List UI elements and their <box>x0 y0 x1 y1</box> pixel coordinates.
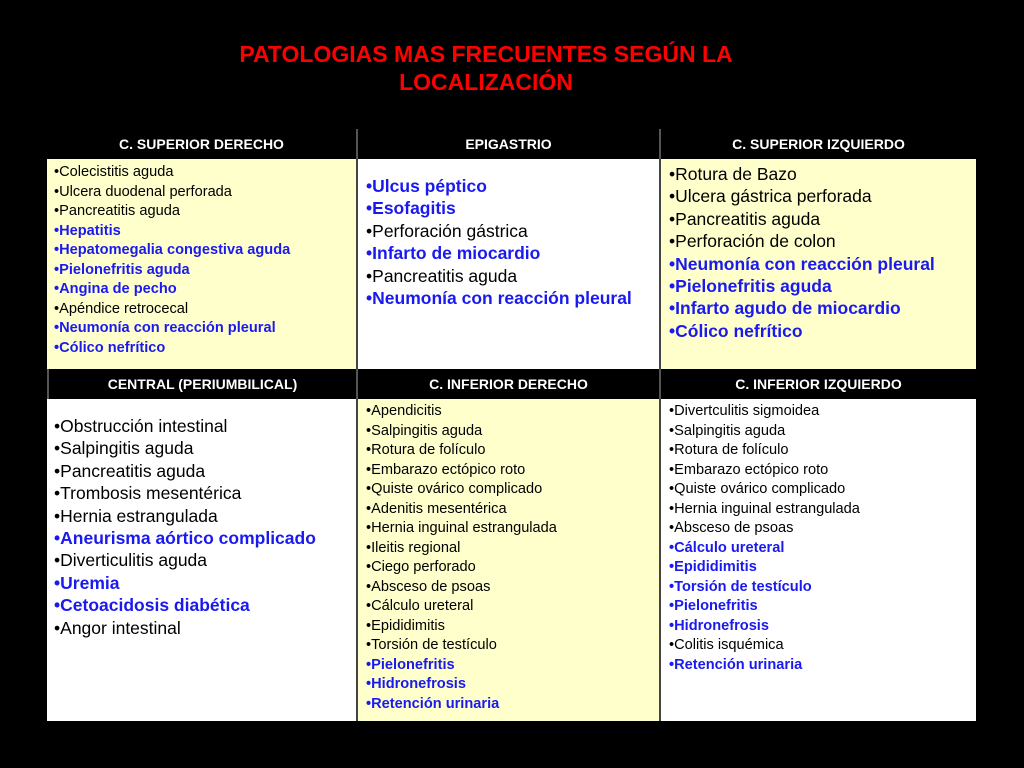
list-epigastrio <box>366 175 653 309</box>
list-central-periumbilical <box>54 415 350 639</box>
list-item: • Embarazo ectópico roto <box>669 461 970 481</box>
list-item: • Salpingitis aguda <box>366 422 653 442</box>
list-inferior-derecho <box>366 402 653 714</box>
list-item: • Esofagitis <box>366 197 653 219</box>
list-item: • Retención urinaria <box>669 656 970 676</box>
cell-inferior-derecho <box>356 399 659 721</box>
list-item: • Salpingitis aguda <box>669 422 970 442</box>
pathology-table <box>47 129 976 721</box>
list-item: • Torsión de testículo <box>669 578 970 598</box>
list-item: • Hernia inguinal estrangulada <box>669 500 970 520</box>
list-item: • Salpingitis aguda <box>54 437 350 459</box>
list-item: • Cálculo ureteral <box>669 539 970 559</box>
list-item: • Hepatomegalia congestiva aguda <box>54 241 350 261</box>
list-item: • Rotura de folículo <box>669 441 970 461</box>
header-inferior-izquierdo: C. INFERIOR IZQUIERDO <box>659 369 976 399</box>
list-item: • Hidronefrosis <box>366 675 653 695</box>
list-item: • Perforación gástrica <box>366 220 653 242</box>
list-item: • Ulcera duodenal perforada <box>54 183 350 203</box>
list-item: • Perforación de colon <box>669 230 970 252</box>
list-item: • Divertculitis sigmoidea <box>669 402 970 422</box>
list-item: • Uremia <box>54 572 350 594</box>
list-item: • Colecistitis aguda <box>54 163 350 183</box>
list-item: • Cólico nefrítico <box>54 339 350 359</box>
header-superior-derecho: C. SUPERIOR DERECHO <box>47 129 356 159</box>
list-item: • Rotura de Bazo <box>669 163 970 185</box>
list-inferior-izquierdo <box>669 402 970 675</box>
list-item: • Absceso de psoas <box>669 519 970 539</box>
header-epigastrio: EPIGASTRIO <box>356 129 659 159</box>
list-item: • Absceso de psoas <box>366 578 653 598</box>
list-item: • Rotura de folículo <box>366 441 653 461</box>
list-item: • Hidronefrosis <box>669 617 970 637</box>
list-item: • Infarto de miocardio <box>366 242 653 264</box>
list-item: • Pielonefritis <box>669 597 970 617</box>
list-item: • Colitis isquémica <box>669 636 970 656</box>
list-item: • Cálculo ureteral <box>366 597 653 617</box>
list-item: • Quiste ovárico complicado <box>669 480 970 500</box>
cell-central-periumbilical <box>47 399 356 721</box>
list-item: • Pielonefritis <box>366 656 653 676</box>
cell-superior-derecho <box>47 159 356 369</box>
list-item: • Hepatitis <box>54 222 350 242</box>
list-item: • Adenitis mesentérica <box>366 500 653 520</box>
list-item: • Pancreatitis aguda <box>54 460 350 482</box>
list-item: • Cólico nefrítico <box>669 320 970 342</box>
list-item: • Neumonía con reacción pleural <box>669 253 970 275</box>
header-superior-izquierdo: C. SUPERIOR IZQUIERDO <box>659 129 976 159</box>
list-item: • Infarto agudo de miocardio <box>669 297 970 319</box>
list-item: • Pancreatitis aguda <box>54 202 350 222</box>
list-item: • Neumonía con reacción pleural <box>54 319 350 339</box>
list-item: • Diverticulitis aguda <box>54 549 350 571</box>
header-central-periumbilical: CENTRAL (PERIUMBILICAL) <box>47 369 356 399</box>
list-item: • Neumonía con reacción pleural <box>366 287 653 309</box>
list-item: • Ulcera gástrica perforada <box>669 185 970 207</box>
list-item: • Aneurisma aórtico complicado <box>54 527 350 549</box>
title-line-2: LOCALIZACIÓN <box>399 69 573 95</box>
list-item: • Pielonefritis aguda <box>669 275 970 297</box>
list-item: • Ciego perforado <box>366 558 653 578</box>
list-item: • Embarazo ectópico roto <box>366 461 653 481</box>
slide-title <box>0 40 972 96</box>
cell-epigastrio <box>356 159 659 369</box>
list-item: • Pancreatitis aguda <box>669 208 970 230</box>
list-item: • Angor intestinal <box>54 617 350 639</box>
list-item: • Apéndice retrocecal <box>54 300 350 320</box>
list-item: • Torsión de testículo <box>366 636 653 656</box>
list-item: • Ileitis regional <box>366 539 653 559</box>
list-superior-derecho <box>54 163 350 358</box>
list-item: • Ulcus péptico <box>366 175 653 197</box>
list-item: • Apendicitis <box>366 402 653 422</box>
list-item: • Hernia inguinal estrangulada <box>366 519 653 539</box>
list-item: • Pielonefritis aguda <box>54 261 350 281</box>
list-item: • Cetoacidosis diabética <box>54 594 350 616</box>
list-item: • Hernia estrangulada <box>54 505 350 527</box>
title-line-1: PATOLOGIAS MAS FRECUENTES SEGÚN LA <box>239 41 733 67</box>
list-item: • Epididimitis <box>366 617 653 637</box>
list-item: • Pancreatitis aguda <box>366 265 653 287</box>
list-item: • Epididimitis <box>669 558 970 578</box>
list-item: • Trombosis mesentérica <box>54 482 350 504</box>
list-superior-izquierdo <box>669 163 970 342</box>
list-item: • Quiste ovárico complicado <box>366 480 653 500</box>
cell-inferior-izquierdo <box>659 399 976 721</box>
list-item: • Angina de pecho <box>54 280 350 300</box>
header-inferior-derecho: C. INFERIOR DERECHO <box>356 369 659 399</box>
list-item: • Obstrucción intestinal <box>54 415 350 437</box>
cell-superior-izquierdo <box>659 159 976 369</box>
list-item: • Retención urinaria <box>366 695 653 715</box>
